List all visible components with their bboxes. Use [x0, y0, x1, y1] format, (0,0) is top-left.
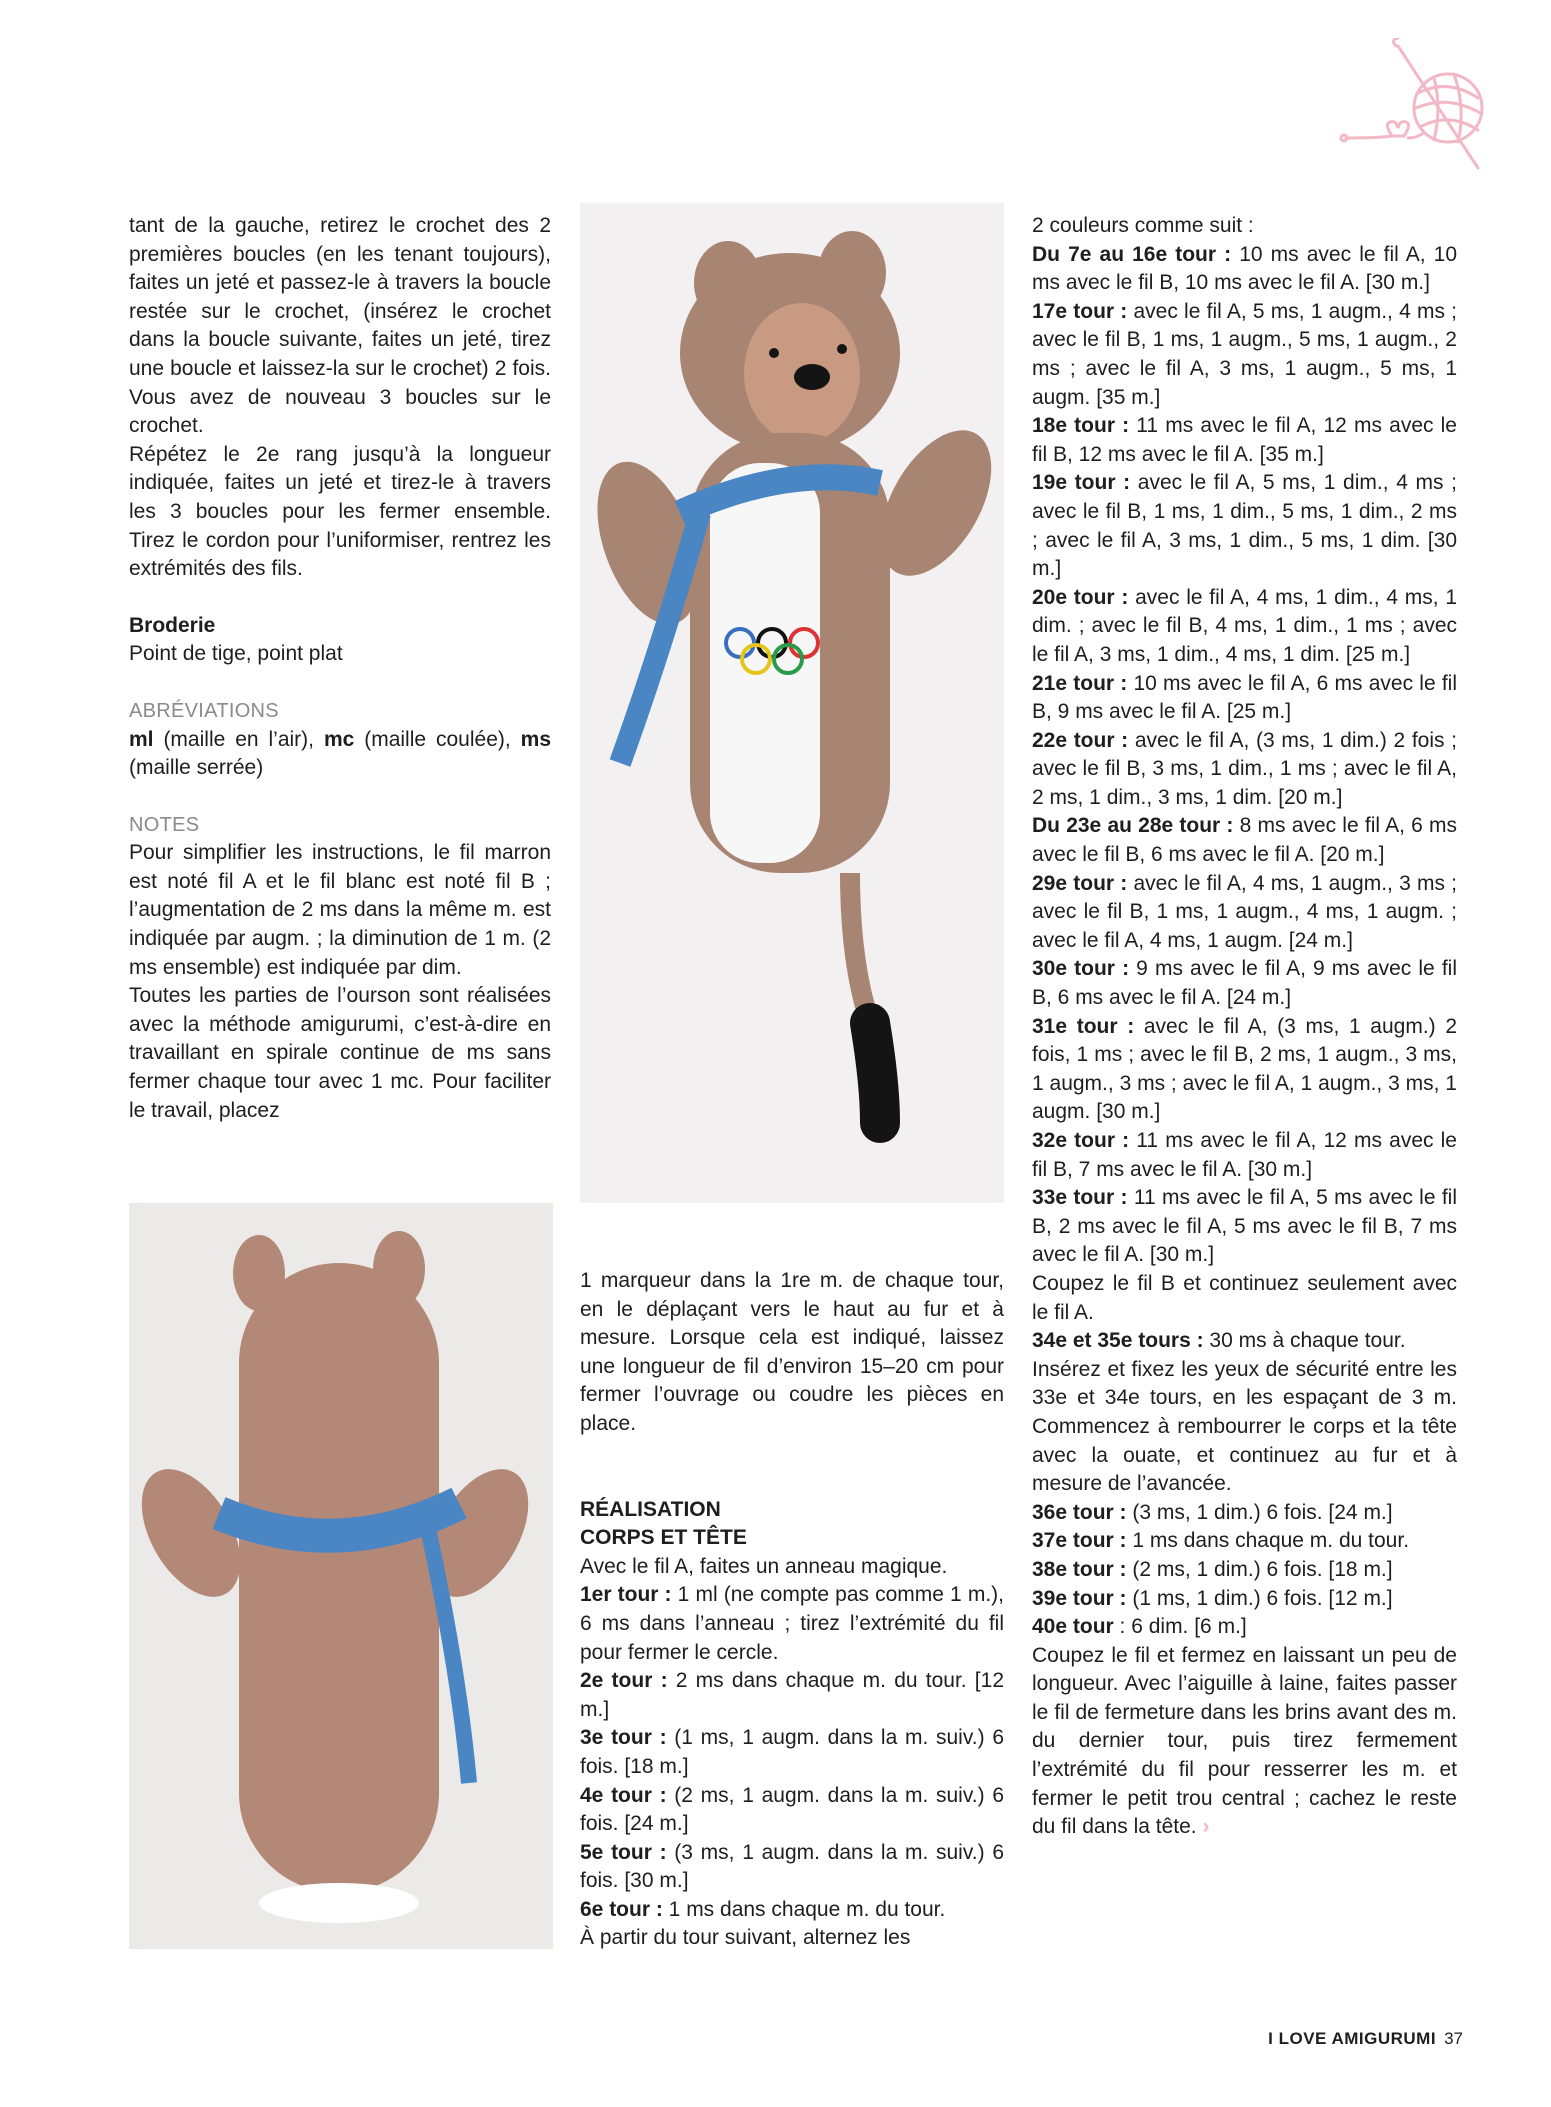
- round-line: [1032, 727, 1457, 813]
- round-line: [1032, 670, 1457, 727]
- round-line: [1032, 1127, 1457, 1184]
- amigurumi-back-photo: [129, 1203, 553, 1949]
- round-text: avec le fil A, 4 ms, 1 dim., 4 ms, 1 dim. ; avec le fil B, 4 ms, 1 dim., 1 ms ; avec le fil A, 3 ms, 1 dim., 4 ms, 1 dim. [25 m.]: [1032, 585, 1458, 666]
- round-label: 34e et 35e tours :: [1032, 1329, 1204, 1353]
- yarn-ball-crochet-hook-logo-icon: [1338, 38, 1518, 188]
- column-middle: [580, 1267, 1004, 1953]
- round-label: 40e tour: [1032, 1615, 1114, 1639]
- round-label: 29e tour :: [1032, 871, 1128, 895]
- round-line: [1032, 1184, 1457, 1270]
- round-line: [1032, 1499, 1457, 1528]
- continue-arrow-icon: ›: [1202, 1815, 1210, 1839]
- round-label: Du 23e au 28e tour :: [1032, 814, 1234, 838]
- round-text: (3 ms, 1 dim.) 6 fois. [24 m.]: [1126, 1500, 1393, 1524]
- round-label: 18e tour :: [1032, 414, 1130, 438]
- round-label: 6e tour :: [580, 1897, 663, 1921]
- round-line: [1032, 584, 1457, 670]
- round-label: 3e tour :: [580, 1726, 667, 1750]
- broderie-text: Point de tige, point plat: [129, 642, 343, 666]
- page-footer: [1268, 2029, 1463, 2049]
- round-line: [1032, 241, 1457, 298]
- round-text: (2 ms, 1 dim.) 6 fois. [18 m.]: [1126, 1557, 1393, 1581]
- round-label: 21e tour :: [1032, 671, 1128, 695]
- abbr-def: (maille coulée),: [354, 727, 521, 751]
- final-paragraph: [1032, 1642, 1457, 1842]
- round-label: Du 7e au 16e tour :: [1032, 242, 1232, 266]
- round-label: 22e tour :: [1032, 728, 1129, 752]
- round-label: 36e tour :: [1032, 1500, 1127, 1524]
- round-label: 30e tour :: [1032, 957, 1130, 981]
- section-title: RÉALISATION: [580, 1497, 721, 1521]
- round-line: [1032, 412, 1457, 469]
- round-line: [1032, 1327, 1457, 1356]
- subsection-title: CORPS ET TÊTE: [580, 1526, 747, 1550]
- round-label: 32e tour :: [1032, 1129, 1130, 1152]
- round-line: [580, 1667, 1004, 1724]
- round-line: [1032, 469, 1457, 583]
- round-text: 8 ms avec le fil A, 6 ms avec le fil B, 6 ms avec le fil A. [20 m.]: [1032, 814, 1457, 867]
- round-line: [1032, 1013, 1457, 1127]
- round-text: : 6 dim. [6 m.]: [1113, 1615, 1247, 1639]
- round-text: 1 ml (ne compte pas comme 1 m.), 6 ms dans l’anneau ; tirez l’extrémité du fil pour fermer le cercle.: [580, 1583, 1004, 1664]
- notes-heading: NOTES: [129, 813, 200, 836]
- notes-paragraph-1: Pour simplifier les instructions, le fil marron est noté fil A et le fil blanc est noté fil B ; l’augmentation de 2 ms dans la même m. est indiquée par augm. ; la diminution de 1 m. (2 ms ensemble) est indiquée par dim.: [129, 841, 551, 979]
- abbr-def: (maille en l’air),: [153, 727, 324, 751]
- round-label: 31e tour :: [1032, 1014, 1135, 1038]
- round-line: [1032, 870, 1457, 956]
- abbr-term: ml: [129, 727, 154, 751]
- round-line: [1032, 955, 1457, 1012]
- abbr-term: mc: [323, 727, 355, 751]
- abbr-term: ms: [520, 727, 551, 751]
- round-label: 19e tour :: [1032, 471, 1131, 495]
- round-text: 11 ms avec le fil A, 5 ms avec le fil B, 2 ms avec le fil A, 5 ms avec le fil B, 7 ms avec le fil A. [30 m.]: [1032, 1186, 1457, 1267]
- round-text: (1 ms, 1 dim.) 6 fois. [12 m.]: [1126, 1586, 1393, 1610]
- marker-paragraph: 1 marqueur dans la 1re m. de chaque tour, en le déplaçant vers le haut au fur et à mesure. Lorsque cela est indiqué, laissez une longueur de fil d’environ 15–20 cm pour fermer l’ouvrage ou coudre les pièces en place.: [580, 1269, 1004, 1435]
- round-line: [1032, 1556, 1457, 1585]
- column-right: [1032, 212, 1457, 1842]
- round-text: (2 ms, 1 augm. dans la m. suiv.) 6 fois. [24 m.]: [580, 1783, 1005, 1836]
- round-text: (1 ms, 1 augm. dans la m. suiv.) 6 fois. [18 m.]: [580, 1726, 1005, 1778]
- round-line: [1032, 1613, 1457, 1642]
- cut-paragraph: Coupez le fil B et continuez seulement avec le fil A.: [1032, 1271, 1457, 1324]
- round-text: avec le fil A, (3 ms, 1 dim.) 2 fois ; avec le fil B, 3 ms, 1 dim., 1 ms ; avec le fil A, 2 ms, 1 dim., 3 ms, 1 dim. [20 m.]: [1032, 728, 1457, 809]
- round-text: 1 ms dans chaque m. du tour.: [1126, 1529, 1410, 1553]
- insert-eyes-paragraph: Insérez et fixez les yeux de sécurité entre les 33e et 34e tours, en les espaçant de 3 m. Commencez à rembourrer le corps et la tête avec la ouate, et continuez au fur et à mesure de l’avancée.: [1032, 1357, 1457, 1496]
- round-label: 39e tour :: [1032, 1586, 1127, 1610]
- magazine-name: I LOVE AMIGURUMI: [1268, 2029, 1437, 2048]
- intro-paragraph: tant de la gauche, retirez le crochet des 2 premières boucles (en les tenant toujours), faites un jeté et passez-le à travers la boucle restée sur le crochet, (insérez le crochet dans la boucle suivante, faites un jeté, tirez une boucle et laissez-la sur le crochet) 2 fois. Vous avez de nouveau 3 boucles sur le crochet.: [129, 214, 551, 438]
- round-line: [1032, 812, 1457, 869]
- round-label: 33e tour :: [1032, 1186, 1128, 1210]
- round-line: [580, 1782, 1004, 1839]
- round-label: 37e tour :: [1032, 1529, 1127, 1553]
- round-label: 1er tour :: [580, 1583, 672, 1607]
- column-left: [129, 212, 551, 1125]
- start-paragraph: Avec le fil A, faites un anneau magique.: [580, 1554, 948, 1578]
- round-text: 30 ms à chaque tour.: [1203, 1329, 1406, 1353]
- round-text: (3 ms, 1 augm. dans la m. suiv.) 6 fois. [30 m.]: [580, 1840, 1005, 1893]
- round-text: avec le fil A, 4 ms, 1 augm., 3 ms ; avec le fil B, 1 ms, 1 augm., 4 ms, 1 augm. ; avec le fil A, 4 ms, 1 augm. [24 m.]: [1032, 871, 1458, 952]
- round-label: 5e tour :: [580, 1840, 667, 1864]
- alternate-paragraph: À partir du tour suivant, alternez les: [580, 1926, 911, 1950]
- round-text: 11 ms avec le fil A, 12 ms avec le fil B, 12 ms avec le fil A. [35 m.]: [1032, 414, 1457, 466]
- abbreviations-list: [129, 726, 551, 783]
- abbr-def: (maille serrée): [129, 756, 264, 780]
- notes-paragraph-2: Toutes les parties de l’ourson sont réalisées avec la méthode amigurumi, c’est-à-dire en travaillant en spirale continue de ms sans fermer chaque tour avec 1 mc. Pour faciliter le travail, placez: [129, 984, 551, 1122]
- abbreviations-heading: ABRÉVIATIONS: [129, 699, 279, 722]
- round-line: [580, 1724, 1004, 1781]
- final-text: Coupez le fil et fermez en laissant un peu de longueur. Avec l’aiguille à laine, faites passer le fil de fermeture dans les brins avant des m. du dernier tour, puis tirez fermement l’extrémité du fil pour resserrer les m. et fermer le petit trou central ; cachez le reste du fil dans la tête.: [1032, 1643, 1457, 1839]
- round-line: [1032, 298, 1457, 412]
- round-label: 17e tour :: [1032, 299, 1128, 323]
- round-text: 2 ms dans chaque m. du tour. [12 m.]: [580, 1669, 1005, 1721]
- broderie-heading: Broderie: [129, 613, 216, 637]
- round-line: [1032, 1585, 1457, 1614]
- repeat-paragraph: Répétez le 2e rang jusqu’à la longueur indiquée, faites un jeté et tirez-le à travers les 3 boucles pour les fermer ensemble. Tirez le cordon pour l’uniformiser, rentrez les extrémités des fils.: [129, 442, 551, 581]
- round-label: 38e tour :: [1032, 1557, 1127, 1581]
- lead-paragraph: 2 couleurs comme suit :: [1032, 214, 1254, 237]
- round-label: 2e tour :: [580, 1669, 668, 1693]
- round-text: 9 ms avec le fil A, 9 ms avec le fil B, 6 ms avec le fil A. [24 m.]: [1032, 957, 1457, 1010]
- round-line: [1032, 1527, 1457, 1556]
- round-line: [580, 1839, 1004, 1896]
- round-text: avec le fil A, (3 ms, 1 augm.) 2 fois, 1 ms ; avec le fil B, 2 ms, 1 augm., 3 ms, 1 augm., 3 ms ; avec le fil A, 1 augm., 3 ms, 1 augm. [30 m.]: [1032, 1014, 1457, 1124]
- round-text: avec le fil A, 5 ms, 1 augm., 4 ms ; avec le fil B, 1 ms, 1 augm., 5 ms, 1 augm., 2 ms ; avec le fil A, 3 ms, 1 augm., 5 ms, 1 augm. [35 m.]: [1032, 299, 1458, 409]
- bear-back-illustration: [129, 1203, 553, 1949]
- round-text: 1 ms dans chaque m. du tour.: [662, 1897, 946, 1921]
- round-line: [580, 1581, 1004, 1667]
- page-number: 37: [1444, 2029, 1463, 2048]
- bear-front-illustration: [580, 203, 1004, 1203]
- amigurumi-front-photo: [580, 203, 1004, 1203]
- round-line: [580, 1896, 1004, 1925]
- round-label: 4e tour :: [580, 1783, 667, 1807]
- round-text: 11 ms avec le fil A, 12 ms avec le fil B, 7 ms avec le fil A. [30 m.]: [1032, 1129, 1457, 1181]
- round-text: avec le fil A, 5 ms, 1 dim., 4 ms ; avec le fil B, 1 ms, 1 dim., 5 ms, 1 dim., 2 ms ; avec le fil A, 3 ms, 1 dim., 5 ms, 1 dim. [30 m.]: [1032, 471, 1457, 581]
- round-label: 20e tour :: [1032, 585, 1129, 609]
- round-text: 10 ms avec le fil A, 10 ms avec le fil B, 10 ms avec le fil A. [30 m.]: [1032, 242, 1457, 295]
- round-text: 10 ms avec le fil A, 6 ms avec le fil B, 9 ms avec le fil A. [25 m.]: [1032, 671, 1458, 724]
